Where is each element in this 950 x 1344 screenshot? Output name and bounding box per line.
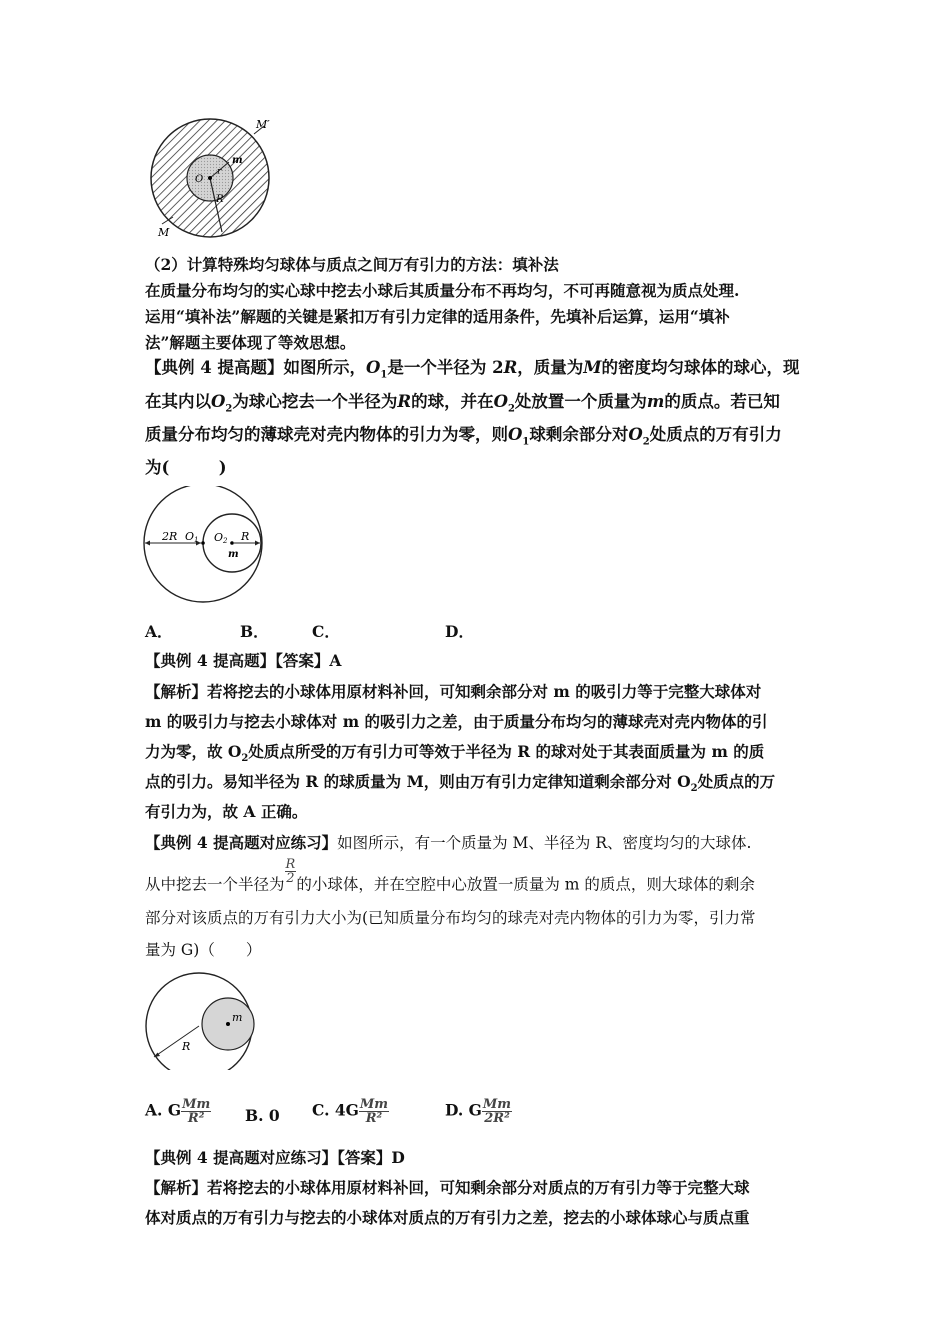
label-O1: O1 bbox=[185, 530, 199, 544]
explanation-line: 【解析】若将挖去的小球体用原材料补回，可知剩余部分对质点的万有引力等于完整大球 bbox=[145, 1178, 750, 1197]
label-O: O bbox=[195, 174, 204, 185]
option-c[interactable]: C. 4G $\frac{Mm}{\text{R²}}$ bbox=[312, 1097, 389, 1126]
sphere-with-cavity-figure bbox=[142, 970, 262, 1070]
example-question-line: 【典例 4 提高题】如图所示，$O_1$是一个半径为 2R，质量为M的密度均匀球体的球心，现 bbox=[145, 358, 800, 381]
explanation-line: 力为零，故 $O_2$处质点所受的万有引力可等效于半径为 R 的球对处于其表面质量为 m 的质 bbox=[145, 742, 765, 765]
option-b[interactable]: B. 0 bbox=[245, 1106, 280, 1125]
explanation-line: 点的引力。易知半径为 R 的球质量为 M，则由万有引力定律知道剩余部分对 $O_2$处质点的万 bbox=[145, 772, 776, 795]
section-text-line: 在质量分布均匀的实心球中挖去小球后其质量分布不再均匀，不可再随意视为质点处理. bbox=[145, 281, 740, 300]
fraction: $\frac{Mm}{\text{R²}}$ bbox=[359, 1097, 389, 1126]
label-m: m bbox=[232, 1011, 243, 1024]
example-question-line: 为( ) bbox=[145, 458, 227, 477]
option-b[interactable]: B． bbox=[240, 622, 269, 641]
example-question-line: 在其内以$O_2$为球心挖去一个半径为R的球，并在$O_2$处放置一个质量为m的质点。若已知 bbox=[145, 392, 780, 415]
section-text-line: 法”解题主要体现了等效思想。 bbox=[145, 333, 356, 352]
answer-line: 【典例 4 提高题】【答案】A bbox=[145, 651, 342, 670]
label-R: R bbox=[182, 1040, 191, 1053]
section-heading: （2）计算特殊均匀球体与质点之间万有引力的方法：填补法 bbox=[145, 255, 559, 274]
label-M: M bbox=[158, 226, 170, 239]
label-m: m bbox=[228, 549, 239, 560]
practice-question-line: 部分对该质点的万有引力大小为(已知质量分布均匀的球壳对壳内物体的引力为零，引力常 bbox=[145, 909, 756, 927]
explanation-line: 【解析】若将挖去的小球体用原材料补回，可知剩余部分对 m 的吸引力等于完整大球体对 bbox=[145, 682, 762, 701]
example-question-line: 质量分布均匀的薄球壳对壳内物体的引力为零，则$O_1$球剩余部分对$O_2$处质点的万有引力 bbox=[145, 425, 782, 448]
label-R: R bbox=[241, 530, 250, 543]
label-O2: O2 bbox=[214, 531, 228, 545]
explanation-line: 体对质点的万有引力与挖去的小球体对质点的万有引力之差，挖去的小球体球心与质点重 bbox=[145, 1208, 750, 1227]
fraction: $\frac{Mm}{\text{R²}}$ bbox=[182, 1097, 211, 1126]
cavity-sphere-figure bbox=[140, 486, 280, 611]
option-a[interactable]: A. G $\frac{Mm}{\text{R²}}$ bbox=[145, 1097, 211, 1126]
label-R: R bbox=[216, 194, 224, 205]
practice-question-line: 量为 G)（ ） bbox=[145, 941, 262, 959]
option-a[interactable]: A． bbox=[145, 622, 173, 641]
section-text-line: 运用“填补法”解题的关键是紧扣万有引力定律的适用条件，先填补后运算，运用“填补 bbox=[145, 307, 730, 326]
hatched-sphere-figure bbox=[140, 112, 290, 242]
label-M-prime: M′ bbox=[256, 118, 270, 131]
practice-question-line: 从中挖去一个半径为 $\frac{R}{2}$ 的小球体，并在空腔中心放置一质量为 m 的质点，则大球体的剩余 bbox=[145, 857, 755, 894]
option-d[interactable]: D． bbox=[445, 622, 474, 641]
option-d[interactable]: D. G $\frac{Mm}{\text{2R²}}$ bbox=[445, 1097, 512, 1126]
answer-line: 【典例 4 提高题对应练习】【答案】D bbox=[145, 1148, 405, 1167]
option-c[interactable]: C． bbox=[312, 622, 340, 641]
label-m: m bbox=[232, 155, 243, 166]
explanation-line: m 的吸引力与挖去小球体对 m 的吸引力之差，由于质量分布均匀的薄球壳对壳内物体的引 bbox=[145, 712, 768, 731]
fraction-r-over-2: $\frac{R}{2}$ bbox=[285, 857, 296, 886]
label-2R: 2R bbox=[162, 530, 178, 543]
fraction: $\frac{Mm}{\text{2R²}}$ bbox=[482, 1097, 512, 1126]
label-r: r bbox=[217, 167, 222, 177]
explanation-line: 有引力为，故 A 正确。 bbox=[145, 802, 308, 821]
practice-question-line: 【典例 4 提高题对应练习】如图所示，有一个质量为 M、半径为 R、密度均匀的大球体. bbox=[145, 833, 752, 852]
